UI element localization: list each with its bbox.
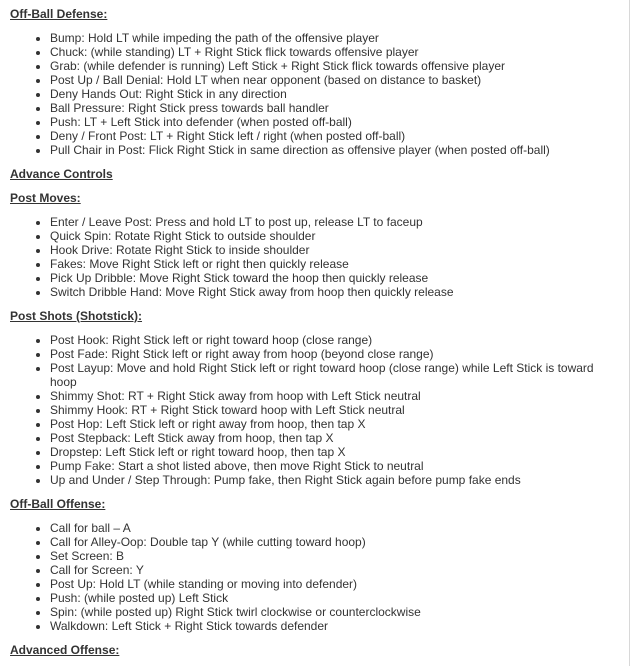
list-item: • Post Layup: Move and hold Right Stick left or right toward hoop (close range) while Left Stick is toward hoop bbox=[50, 361, 610, 389]
list-item: • Deny Hands Out: Right Stick in any direction bbox=[50, 87, 610, 101]
list-item: • Dropstep: Left Stick left or right toward hoop, then tap X bbox=[50, 445, 610, 459]
section-heading-advanced-offense: Advanced Offense: bbox=[10, 643, 120, 657]
list-item: • Set Screen: B bbox=[50, 549, 610, 563]
list-item: • Post Stepback: Left Stick away from hoop, then tap X bbox=[50, 431, 610, 445]
list-item: • Deny / Front Post: LT + Right Stick left / right (when posted off-ball) bbox=[50, 129, 610, 143]
list-item: • Chuck: (while standing) LT + Right Stick flick towards offensive player bbox=[50, 45, 610, 59]
list-item: • Pull Chair in Post: Flick Right Stick in same direction as offensive player (when posted off-ball) bbox=[50, 143, 610, 157]
list-item: • Push: LT + Left Stick into defender (when posted off-ball) bbox=[50, 115, 610, 129]
list-item: • Fakes: Move Right Stick left or right then quickly release bbox=[50, 257, 610, 271]
list-item: • Spin: (while posted up) Right Stick twirl clockwise or counterclockwise bbox=[50, 605, 610, 619]
list-item: • Call for Alley-Oop: Double tap Y (while cutting toward hoop) bbox=[50, 535, 610, 549]
list-item: • Bump: Hold LT while impeding the path of the offensive player bbox=[50, 31, 610, 45]
list-item: • Call for Screen: Y bbox=[50, 563, 610, 577]
list-item: • Hook Drive: Rotate Right Stick to inside shoulder bbox=[50, 243, 610, 257]
list-item: • Post Up / Ball Denial: Hold LT when near opponent (based on distance to basket) bbox=[50, 73, 610, 87]
post-moves-list bbox=[10, 215, 610, 299]
list-item: • Switch Dribble Hand: Move Right Stick away from hoop then quickly release bbox=[50, 285, 610, 299]
list-item: • Grab: (while defender is running) Left Stick + Right Stick flick towards offensive player bbox=[50, 59, 610, 73]
off-ball-defense-list bbox=[10, 31, 610, 157]
spacer bbox=[10, 181, 610, 191]
off-ball-offense-list bbox=[10, 521, 610, 633]
list-item: • Quick Spin: Rotate Right Stick to outside shoulder bbox=[50, 229, 610, 243]
section-heading-advance-controls: Advance Controls bbox=[10, 167, 113, 181]
list-item: • Post Up: Hold LT (while standing or moving into defender) bbox=[50, 577, 610, 591]
section-heading-off-ball-defense: Off-Ball Defense: bbox=[10, 7, 108, 21]
list-item: • Post Hook: Right Stick left or right toward hoop (close range) bbox=[50, 333, 610, 347]
list-item: • Ball Pressure: Right Stick press towards ball handler bbox=[50, 101, 610, 115]
section-heading-post-shots: Post Shots (Shotstick): bbox=[10, 309, 143, 323]
list-item: • Enter / Leave Post: Press and hold LT to post up, release LT to faceup bbox=[50, 215, 610, 229]
section-heading-post-moves: Post Moves: bbox=[10, 191, 81, 205]
list-item: • Pick Up Dribble: Move Right Stick toward the hoop then quickly release bbox=[50, 271, 610, 285]
list-item: • Up and Under / Step Through: Pump fake, then Right Stick again before pump fake ends bbox=[50, 473, 610, 487]
list-item: • Shimmy Hook: RT + Right Stick toward hoop with Left Stick neutral bbox=[50, 403, 610, 417]
article-content bbox=[10, 7, 610, 657]
list-item: • Walkdown: Left Stick + Right Stick towards defender bbox=[50, 619, 610, 633]
list-item: • Shimmy Shot: RT + Right Stick away from hoop with Left Stick neutral bbox=[50, 389, 610, 403]
list-item: • Post Hop: Left Stick left or right away from hoop, then tap X bbox=[50, 417, 610, 431]
post-shots-list bbox=[10, 333, 610, 487]
section-heading-off-ball-offense: Off-Ball Offense: bbox=[10, 497, 106, 511]
list-item: • Call for ball – A bbox=[50, 521, 610, 535]
list-item: • Pump Fake: Start a shot listed above, then move Right Stick to neutral bbox=[50, 459, 610, 473]
list-item: • Push: (while posted up) Left Stick bbox=[50, 591, 610, 605]
list-item: • Post Fade: Right Stick left or right away from hoop (beyond close range) bbox=[50, 347, 610, 361]
